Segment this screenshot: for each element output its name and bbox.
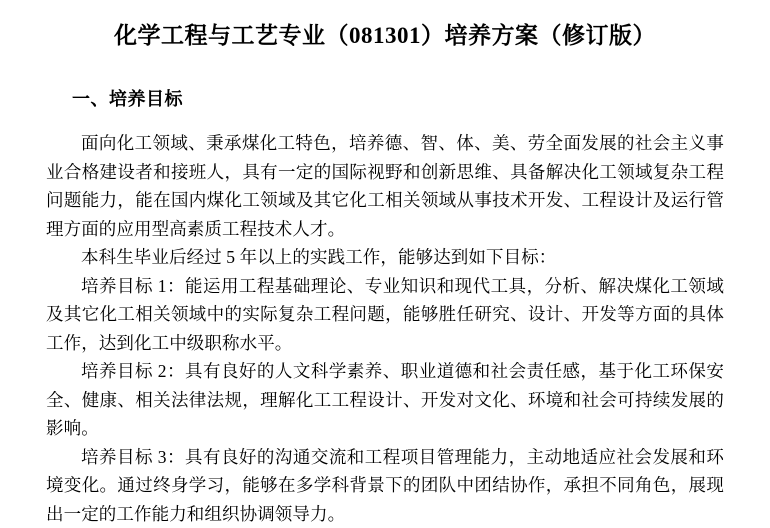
page-title: 化学工程与工艺专业（081301）培养方案（修订版） — [114, 23, 656, 48]
body-content — [46, 129, 724, 528]
paragraph-five-year-intro: 本科生毕业后经过 5 年以上的实践工作，能够达到如下目标： — [81, 247, 557, 268]
paragraph-goal-2: 培养目标 2：具有良好的人文科学素养、职业道德和社会责任感，基于化工环保安全、健康、相关法律法规，理解化工工程设计、开发对文化、环境和社会可持续发展的影响。 — [46, 361, 724, 439]
paragraph-goal-3: 培养目标 3：具有良好的沟通交流和工程项目管理能力，主动地适应社会发展和环境变化。通过终身学习，能够在多学科背景下的团队中团结协作，承担不同角色，展现出一定的工作能力和组织协调领导力。 — [46, 446, 724, 524]
paragraph-overview: 面向化工领域、秉承煤化工特色，培养德、智、体、美、劳全面发展的社会主义事业合格建设者和接班人，具有一定的国际视野和创新思维、具备解决化工领域复杂工程问题能力，能在国内煤化工领域及其它化工相关领域从事技术开发、工程设计及运行管理方面的应用型高素质工程技术人才。 — [46, 133, 724, 239]
paragraph-goal-1: 培养目标 1：能运用工程基础理论、专业知识和现代工具，分析、解决煤化工领域及其它化工相关领域中的实际复杂工程问题，能够胜任研究、设计、开发等方面的具体工作，达到化工中级职称水平。 — [46, 275, 724, 353]
section-heading-training-objectives: 一、培养目标 — [72, 89, 183, 110]
